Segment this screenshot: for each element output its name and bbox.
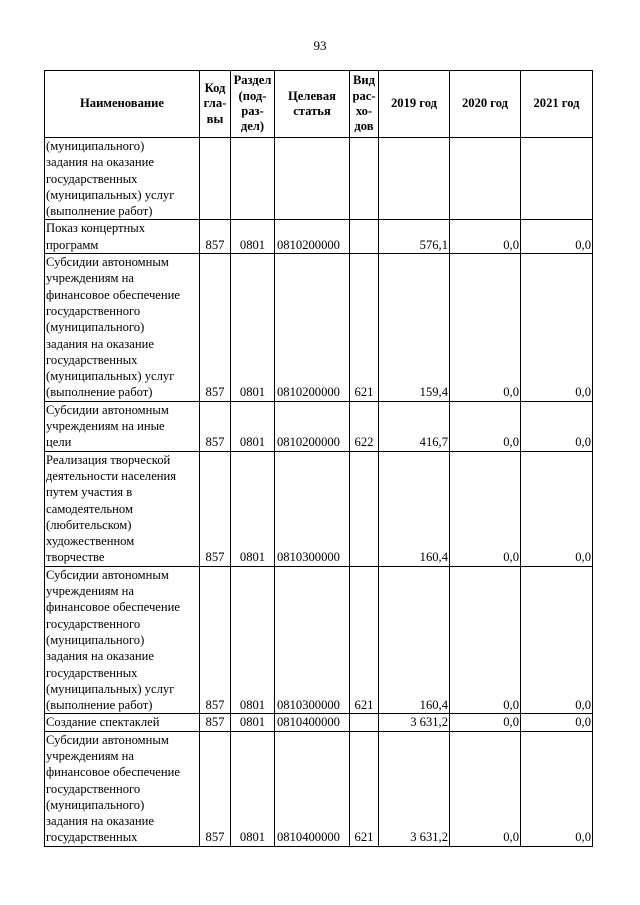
cell-code: 857 — [200, 451, 231, 566]
cell-y2020: 0,0 — [450, 254, 521, 402]
cell-type — [350, 714, 379, 731]
cell-target: 0810300000 — [275, 566, 350, 714]
cell-type — [350, 220, 379, 254]
cell-y2019 — [379, 138, 450, 220]
cell-section — [231, 138, 275, 220]
table-row — [45, 254, 593, 402]
cell-target: 0810400000 — [275, 731, 350, 846]
cell-y2020: 0,0 — [450, 731, 521, 846]
header-2020: 2020 год — [450, 71, 521, 138]
cell-target: 0810300000 — [275, 451, 350, 566]
cell-section: 0801 — [231, 714, 275, 731]
cell-type — [350, 138, 379, 220]
cell-target: 0810200000 — [275, 401, 350, 451]
cell-y2019: 3 631,2 — [379, 731, 450, 846]
cell-y2019: 159,4 — [379, 254, 450, 402]
cell-name: Реализация творческой деятельности населения путем участия в самодеятельном (любительском) художественном творчестве — [45, 451, 200, 566]
header-2019: 2019 год — [379, 71, 450, 138]
cell-name: Субсидии автономным учреждениям на финансовое обеспечение государственного (муниципального) задания на оказание государственных — [45, 731, 200, 846]
header-target: Целевая статья — [275, 71, 350, 138]
cell-type: 621 — [350, 254, 379, 402]
cell-y2021: 0,0 — [521, 254, 593, 402]
header-row — [45, 71, 593, 138]
cell-y2021: 0,0 — [521, 451, 593, 566]
header-2021: 2021 год — [521, 71, 593, 138]
cell-code: 857 — [200, 714, 231, 731]
cell-target: 0810200000 — [275, 254, 350, 402]
cell-y2020: 0,0 — [450, 451, 521, 566]
header-section: Раздел (под- раз- дел) — [231, 71, 275, 138]
cell-y2019: 160,4 — [379, 451, 450, 566]
table-row — [45, 138, 593, 220]
cell-y2019: 416,7 — [379, 401, 450, 451]
cell-code: 857 — [200, 731, 231, 846]
header-code: Код гла- вы — [200, 71, 231, 138]
header-type: Вид рас- хо- дов — [350, 71, 379, 138]
cell-y2021: 0,0 — [521, 566, 593, 714]
header-name: Наименование — [45, 71, 200, 138]
cell-y2021 — [521, 138, 593, 220]
cell-section: 0801 — [231, 451, 275, 566]
cell-type: 622 — [350, 401, 379, 451]
cell-y2021: 0,0 — [521, 714, 593, 731]
cell-name: Субсидии автономным учреждениям на финансовое обеспечение государственного (муниципального) задания на оказание государственных (муниципальных) услуг (выполнение работ) — [45, 254, 200, 402]
cell-section: 0801 — [231, 401, 275, 451]
cell-code: 857 — [200, 566, 231, 714]
cell-y2020: 0,0 — [450, 220, 521, 254]
cell-type — [350, 451, 379, 566]
cell-code: 857 — [200, 220, 231, 254]
table-row — [45, 714, 593, 731]
cell-code: 857 — [200, 401, 231, 451]
cell-name: Создание спектаклей — [45, 714, 200, 731]
table-row — [45, 451, 593, 566]
cell-section: 0801 — [231, 566, 275, 714]
cell-name: Субсидии автономным учреждениям на иные цели — [45, 401, 200, 451]
cell-y2019: 576,1 — [379, 220, 450, 254]
cell-type: 621 — [350, 731, 379, 846]
cell-y2020 — [450, 138, 521, 220]
table-row — [45, 401, 593, 451]
cell-section: 0801 — [231, 220, 275, 254]
cell-y2021: 0,0 — [521, 401, 593, 451]
cell-target — [275, 138, 350, 220]
cell-section: 0801 — [231, 254, 275, 402]
page-number: 93 — [313, 38, 327, 53]
cell-section: 0801 — [231, 731, 275, 846]
cell-code: 857 — [200, 254, 231, 402]
cell-y2019: 160,4 — [379, 566, 450, 714]
cell-type: 621 — [350, 566, 379, 714]
cell-name: Субсидии автономным учреждениям на финансовое обеспечение государственного (муниципального) задания на оказание государственных (муниципальных) услуг (выполнение работ) — [45, 566, 200, 714]
cell-y2021: 0,0 — [521, 220, 593, 254]
budget-table — [44, 70, 593, 847]
cell-y2021: 0,0 — [521, 731, 593, 846]
cell-target: 0810400000 — [275, 714, 350, 731]
cell-y2019: 3 631,2 — [379, 714, 450, 731]
cell-target: 0810200000 — [275, 220, 350, 254]
table-row — [45, 566, 593, 714]
cell-name: Показ концертных программ — [45, 220, 200, 254]
cell-name: (муниципального) задания на оказание государственных (муниципальных) услуг (выполнение работ) — [45, 138, 200, 220]
table-row — [45, 731, 593, 846]
cell-code — [200, 138, 231, 220]
cell-y2020: 0,0 — [450, 566, 521, 714]
cell-y2020: 0,0 — [450, 401, 521, 451]
table-row — [45, 220, 593, 254]
cell-y2020: 0,0 — [450, 714, 521, 731]
